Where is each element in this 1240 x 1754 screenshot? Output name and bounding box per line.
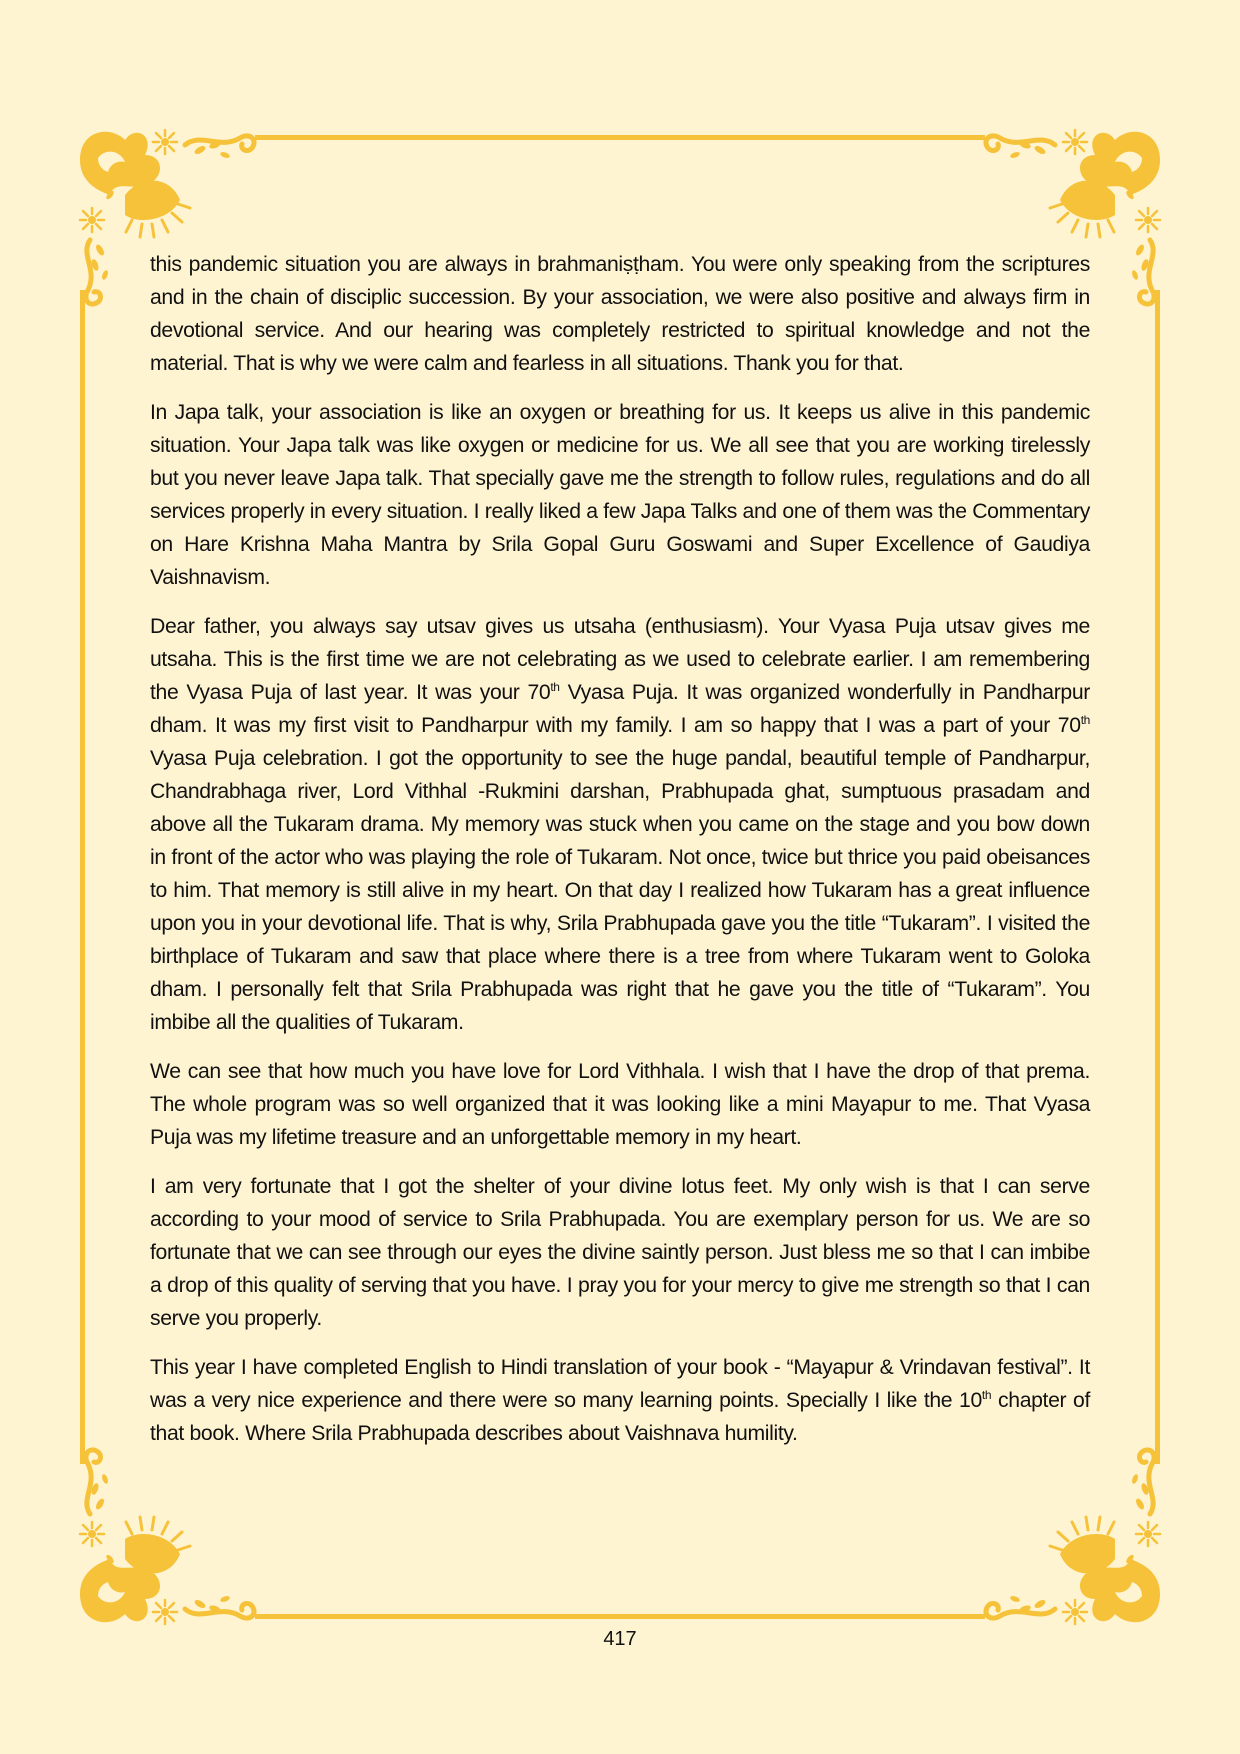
paragraph-text: Vyasa Puja celebration. I got the opportunity to see the huge pandal, beautiful temple of Pandharpur, Chandrabhaga river, Lord Vithhal -Rukmini darshan, Prabhupada ghat, sumptuous prasadam and above all the Tukaram drama. My memory was stuck when you came on the stage and you bow down in front of the actor who was playing the role of Tukaram. Not once, twice but thrice you paid obeisances to him. That memory is still alive in my heart. On that day I realized how Tukaram has a great influence upon you in your devotional life. That is why, Srila Prabhupada gave you the title “Tukaram”. I visited the birthplace of Tukaram and saw that place where there is a tree from where Tukaram went to Goloka dham. I personally felt that Srila Prabhupada was right that he gave you the title of “Tukaram”. You imbibe all the qualities of Tukaram.: [150, 747, 1090, 1034]
document-body: [150, 248, 1090, 1466]
paragraph: [150, 1170, 1090, 1335]
border-bottom-line: [255, 1614, 985, 1619]
paragraph-text: We can see that how much you have love for Lord Vithhala. I wish that I have the drop of that prema. The whole program was so well organized that it was looking like a mini Mayapur to me. That Vyasa Puja was my lifetime treasure and an unforgettable memory in my heart.: [150, 1060, 1090, 1149]
page-number: 417: [603, 1628, 637, 1650]
paragraph-text: Vyasa Puja. It was organized wonderfully in Pandharpur dham. It was my first visit to Pandharpur with my family. I am so happy that I was a part of your 70: [150, 681, 1090, 737]
paragraph-text: I am very fortunate that I got the shelter of your divine lotus feet. My only wish is that I can serve according to your mood of service to Srila Prabhupada. You are exemplary person for us. We are so fortunate that we can see through our eyes the divine saintly person. Just bless me so that I can imbibe a drop of this quality of serving that you have. I pray you for your mercy to give me strength so that I can serve you properly.: [150, 1175, 1090, 1330]
ordinal-superscript: th: [981, 1387, 992, 1402]
border-right-line: [1155, 290, 1160, 1464]
paragraph: [150, 1055, 1090, 1154]
paragraph: [150, 610, 1090, 1039]
paragraph: [150, 1351, 1090, 1450]
paragraph-text: Dear father, you always say utsav gives us utsaha (enthusiasm). Your Vyasa Puja utsav gives me utsaha. This is the first time we are not celebrating as we used to celebrate earlier. I am remembering the Vyasa Puja of last year. It was your 70: [150, 615, 1090, 704]
paragraph-text: this pandemic situation you are always in brahmaniṣṭham. You were only speaking from the scriptures and in the chain of disciplic succession. By your association, we were also positive and always firm in devotional service. And our hearing was completely restricted to spiritual knowledge and not the material. That is why we were calm and fearless in all situations. Thank you for that.: [150, 253, 1090, 375]
paragraph: [150, 248, 1090, 380]
paragraph-text: In Japa talk, your association is like an oxygen or breathing for us. It keeps us alive in this pandemic situation. Your Japa talk was like oxygen or medicine for us. We all see that you are working tirelessly but you never leave Japa talk. That specially gave me the strength to follow rules, regulations and do all services properly in every situation. I really liked a few Japa Talks and one of them was the Commentary on Hare Krishna Maha Mantra by Srila Gopal Guru Goswami and Super Excellence of Gaudiya Vaishnavism.: [150, 401, 1090, 589]
ordinal-superscript: th: [550, 679, 560, 694]
paragraph: [150, 396, 1090, 594]
paragraph-text: chapter of that book. Where Srila Prabhupada describes about Vaishnava humility.: [150, 1389, 1091, 1445]
border-top-line: [255, 135, 985, 140]
ordinal-superscript: th: [1080, 712, 1090, 727]
border-left-line: [80, 290, 85, 1464]
paragraph-text: This year I have completed English to Hindi translation of your book - “Mayapur & Vrindavan festival”. It was a very nice experience and there were so many learning points. Specially I like the 10: [150, 1356, 1090, 1412]
